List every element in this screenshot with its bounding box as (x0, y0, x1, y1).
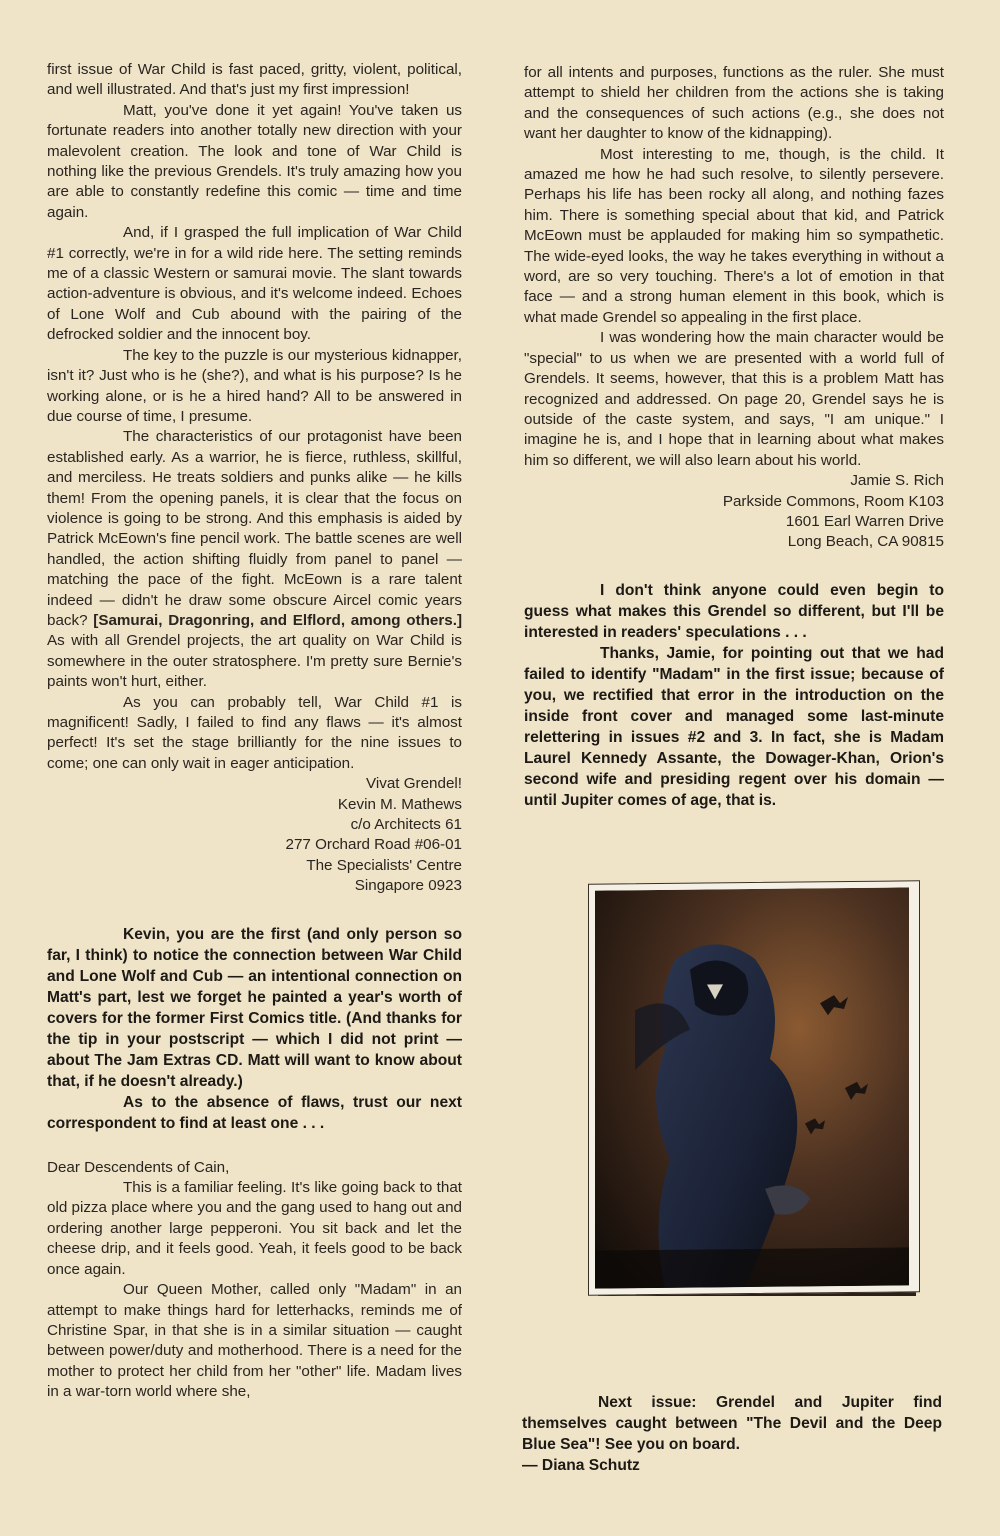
letter-paragraph: And, if I grasped the full implication of War Child #1 correctly, we're in for a wild ride here. The setting reminds me of a classic Western or samurai movie. The slant towards action-adventure is obvious, and it's welcome indeed. Echoes of Lone Wolf and Cub abound with the pairing of the defrocked soldier and the innocent boy. (47, 224, 462, 344)
signature-line: Singapore 0923 (354, 877, 462, 895)
letter-signature (524, 471, 944, 553)
signature-line: Long Beach, CA 90815 (787, 533, 944, 551)
letter-paragraph: for all intents and purposes, functions as the ruler. She must attempt to shield her children from the actions she is taking and the consequences of such actions (e.g., she does not want her daughter to know of the kidnapping). (524, 64, 944, 143)
letter-paragraph: I was wondering how the main character would be "special" to us when we are presented with a world full of Grendels. It seems, however, that this is a problem Matt has recognized and addressed. On page 20, Grendel says he is outside of the caste system, and says, "I am unique." I imagine he is, and I hope that in learning about what makes him so different, we will also learn about his world. (524, 329, 944, 469)
signature-line: Kevin M. Mathews (337, 795, 462, 813)
letter-paragraph: first issue of War Child is fast paced, gritty, violent, political, and well illustrated. And that's just my first impression! (47, 61, 462, 99)
grendel-painting-image (595, 887, 909, 1288)
signature-line: 1601 Earl Warren Drive (785, 512, 944, 530)
signature-line: The Specialists' Centre (306, 856, 462, 874)
letter-paragraph: This is a familiar feeling. It's like going back to that old pizza place where you and the gang used to hang out and ordering another large pepperoni. You sit back and let the cheese drip, and it feels good. Yeah, it feels good to be back once again. (47, 1179, 462, 1278)
letter-text: The characteristics of our protagonist have been established early. As a warrior, he is fierce, ruthless, skillful, and merciless. He treats soldiers and punks alike — he kills them! From the opening panels, it is clear that the focus on violence is going to be strong. And this emphasis is aided by Patrick McEown's fine pencil work. The battle scenes are well handled, the action shifting fluidly from panel to panel — matching the pace of the fight. McEown is a rare talent indeed — didn't he draw some obscure Aircel comic years back? (47, 428, 462, 629)
salutation: Dear Descendents of Cain, (47, 1158, 230, 1176)
letter-paragraph: The key to the puzzle is our mysterious kidnapper, isn't it? Just who is he (she?), and what is his purpose? Is he working alone, or is he a hired hand? All to be answered in due course of time, I presume. (47, 346, 462, 425)
signature-line: Jamie S. Rich (850, 472, 944, 490)
letter-paragraph: Most interesting to me, though, is the child. It amazed me how he had such resolve, to silently persevere. Perhaps his life has been rocky all along, and nothing fazes him. There is something special about that kid, and Patrick McEown must be applauded for making him so sympathetic. The wide-eyed looks, the way he takes everything in without a word, are so very touching. There's a lot of emotion in that face — and a strong human element in this book, which is what made Grendel so appealing in the first place. (524, 145, 944, 326)
letter-paragraph (47, 427, 462, 692)
signature-line: c/o Architects 61 (350, 816, 462, 834)
editor-reply: Kevin, you are the first (and only person so far, I think) to notice the connection between War Child and Lone Wolf and Cub — an intentional connection on Matt's part, lest we forget he painted a year's worth of covers for the former First Comics title. (And thanks for the tip in your postscript — which I did not print — about The Jam Extras CD. Matt will want to know about that, if he doesn't already.) (47, 925, 462, 1090)
right-column (524, 63, 944, 811)
editor-byline: — Diana Schutz (522, 1457, 640, 1474)
editor-interjection: [Samurai, Dragonring, and Elflord, among others.] (93, 611, 462, 629)
next-issue-box (522, 1392, 942, 1476)
editor-reply: I don't think anyone could even begin to guess what makes this Grendel so different, but I'll be interested in readers' speculations . . . (524, 581, 944, 641)
grendel-artwork (588, 882, 918, 1292)
letter-paragraph: Matt, you've done it yet again! You've taken us fortunate readers into another totally new direction with your malevolent creation. The look and tone of War Child is nothing like the previous Grendels. It's truly amazing how you are able to constantly redefine this comic — time and time again. (47, 101, 462, 221)
artwork-board (588, 880, 920, 1295)
editor-reply: Thanks, Jamie, for pointing out that we had failed to identify "Madam" in the first issue; because of you, we rectified that error in the introduction on the inside front cover and managed some last-minute relettering in issues #2 and 3. In fact, she is Madam Laurel Kennedy Assante, the Dowager-Khan, Orion's second wife and presiding regent over his domain — until Jupiter comes of age, that is. (524, 644, 944, 809)
letter-paragraph: Our Queen Mother, called only "Madam" in an attempt to make things hard for letterhacks, reminds me of Christine Spar, in that she is in a similar situation — caught between power/duty and motherhood. There is a need for the mother to protect her child from her "other" life. Madam lives in a war-torn world where she, (47, 1281, 462, 1401)
letter-text: As with all Grendel projects, the art quality on War Child is somewhere in the outer stratosphere. I'm pretty sure Bernie's paints won't hurt, either. (47, 632, 462, 691)
left-column (47, 60, 462, 1403)
signature-line: 277 Orchard Road #06-01 (285, 836, 462, 854)
next-issue-text: Next issue: Grendel and Jupiter find themselves caught between "The Devil and the Deep Blue Sea"! See you on board. (522, 1394, 942, 1453)
letter-signature (47, 774, 462, 896)
signature-line: Vivat Grendel! (366, 775, 462, 793)
signature-line: Parkside Commons, Room K103 (722, 492, 944, 510)
editor-reply: As to the absence of flaws, trust our next correspondent to find at least one . . . (47, 1093, 462, 1132)
letter-paragraph: As you can probably tell, War Child #1 is magnificent! Sadly, I failed to find any flaws — it's almost perfect! It's set the stage brilliantly for the nine issues to come; one can only wait in eager anticipation. (47, 693, 462, 772)
